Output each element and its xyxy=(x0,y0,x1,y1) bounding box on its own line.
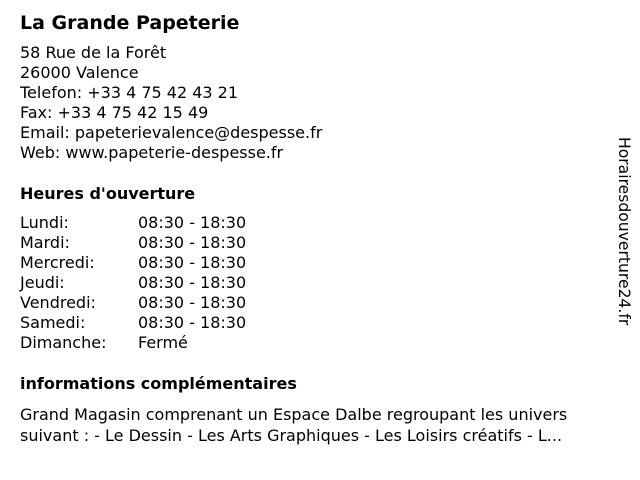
additional-info-line: suivant : - Le Dessin - Les Arts Graphiques - Les Loisirs créatifs - L... xyxy=(20,426,563,445)
hours-row-thursday xyxy=(20,273,246,293)
business-name: La Grande Papeterie xyxy=(20,12,240,34)
day-label: Samedi: xyxy=(20,313,86,332)
time-value: 08:30 - 18:30 xyxy=(138,213,247,232)
time-value: 08:30 - 18:30 xyxy=(138,273,247,292)
additional-info-text xyxy=(20,404,626,446)
hours-row-tuesday xyxy=(20,233,246,253)
hours-row-saturday xyxy=(20,313,246,333)
website-address: Web: www.papeterie-despesse.fr xyxy=(20,143,284,162)
time-value: Fermé xyxy=(138,333,188,352)
day-label: Jeudi: xyxy=(20,273,65,292)
time-value: 08:30 - 18:30 xyxy=(138,313,247,332)
site-watermark: Horairesdouverture24.fr xyxy=(615,137,633,326)
time-value: 08:30 - 18:30 xyxy=(138,253,247,272)
day-label: Mardi: xyxy=(20,233,70,252)
street-address: 58 Rue de la Forêt xyxy=(20,43,167,62)
day-label: Dimanche: xyxy=(20,333,107,352)
hours-row-sunday xyxy=(20,333,246,353)
time-value: 08:30 - 18:30 xyxy=(138,233,247,252)
phone-number: Telefon: +33 4 75 42 43 21 xyxy=(20,83,239,102)
contact-details xyxy=(20,43,322,163)
hours-row-wednesday xyxy=(20,253,246,273)
day-label: Lundi: xyxy=(20,213,69,232)
email-address: Email: papeterievalence@despesse.fr xyxy=(20,123,323,142)
opening-hours-heading: Heures d'ouverture xyxy=(20,184,196,203)
time-value: 08:30 - 18:30 xyxy=(138,293,247,312)
opening-hours-table xyxy=(20,213,246,353)
day-label: Mercredi: xyxy=(20,253,95,272)
day-label: Vendredi: xyxy=(20,293,96,312)
city-address: 26000 Valence xyxy=(20,63,139,82)
fax-number: Fax: +33 4 75 42 15 49 xyxy=(20,103,209,122)
additional-info-line: Grand Magasin comprenant un Espace Dalbe regroupant les univers xyxy=(20,405,568,424)
hours-row-friday xyxy=(20,293,246,313)
additional-info-heading: informations complémentaires xyxy=(20,374,297,393)
hours-row-monday xyxy=(20,213,246,233)
